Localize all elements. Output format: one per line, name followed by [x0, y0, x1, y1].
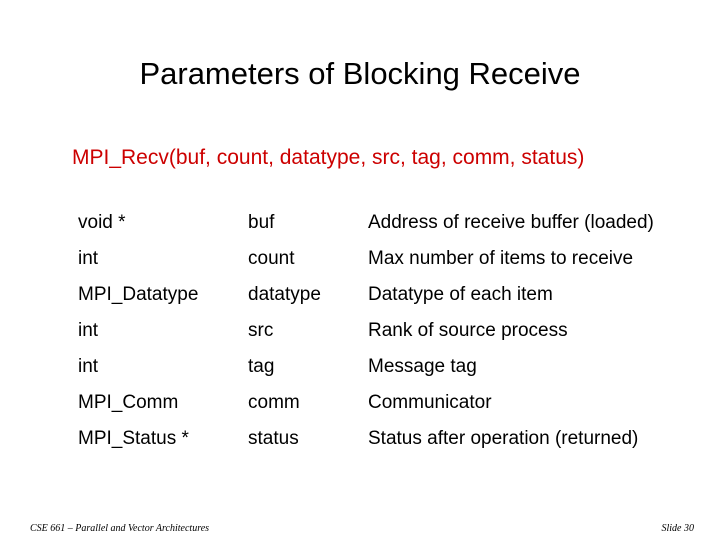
slide-title: Parameters of Blocking Receive	[139, 56, 581, 91]
parameter-row	[78, 320, 698, 356]
param-description: Max number of items to receive	[368, 248, 634, 269]
function-signature: MPI_Recv(buf, count, datatype, src, tag, comm, status)	[72, 146, 585, 169]
param-type: MPI_Status *	[78, 428, 189, 449]
param-type: int	[78, 320, 99, 341]
param-description: Datatype of each item	[368, 284, 553, 305]
parameter-row	[78, 248, 698, 284]
param-name: datatype	[248, 284, 321, 305]
parameter-row	[78, 284, 698, 320]
footer-slide-number: Slide 30	[661, 523, 694, 534]
param-description: Rank of source process	[368, 320, 568, 341]
param-type: int	[78, 356, 99, 377]
param-type: int	[78, 248, 99, 269]
parameter-row	[78, 428, 698, 464]
param-type: MPI_Comm	[78, 392, 179, 413]
param-name: status	[248, 428, 299, 449]
param-name: buf	[248, 212, 275, 233]
param-name: count	[248, 248, 295, 269]
param-description: Message tag	[368, 356, 477, 377]
footer-course-label: CSE 661 – Parallel and Vector Architectures	[30, 523, 210, 534]
param-description: Address of receive buffer (loaded)	[368, 212, 654, 233]
param-type: void *	[78, 212, 126, 233]
parameter-row	[78, 356, 698, 392]
parameter-table	[78, 212, 698, 464]
param-name: tag	[248, 356, 275, 377]
param-type: MPI_Datatype	[78, 284, 199, 305]
param-description: Communicator	[368, 392, 492, 413]
parameter-row	[78, 212, 698, 248]
param-description: Status after operation (returned)	[368, 428, 639, 449]
param-name: src	[248, 320, 274, 341]
param-name: comm	[248, 392, 300, 413]
parameter-row	[78, 392, 698, 428]
